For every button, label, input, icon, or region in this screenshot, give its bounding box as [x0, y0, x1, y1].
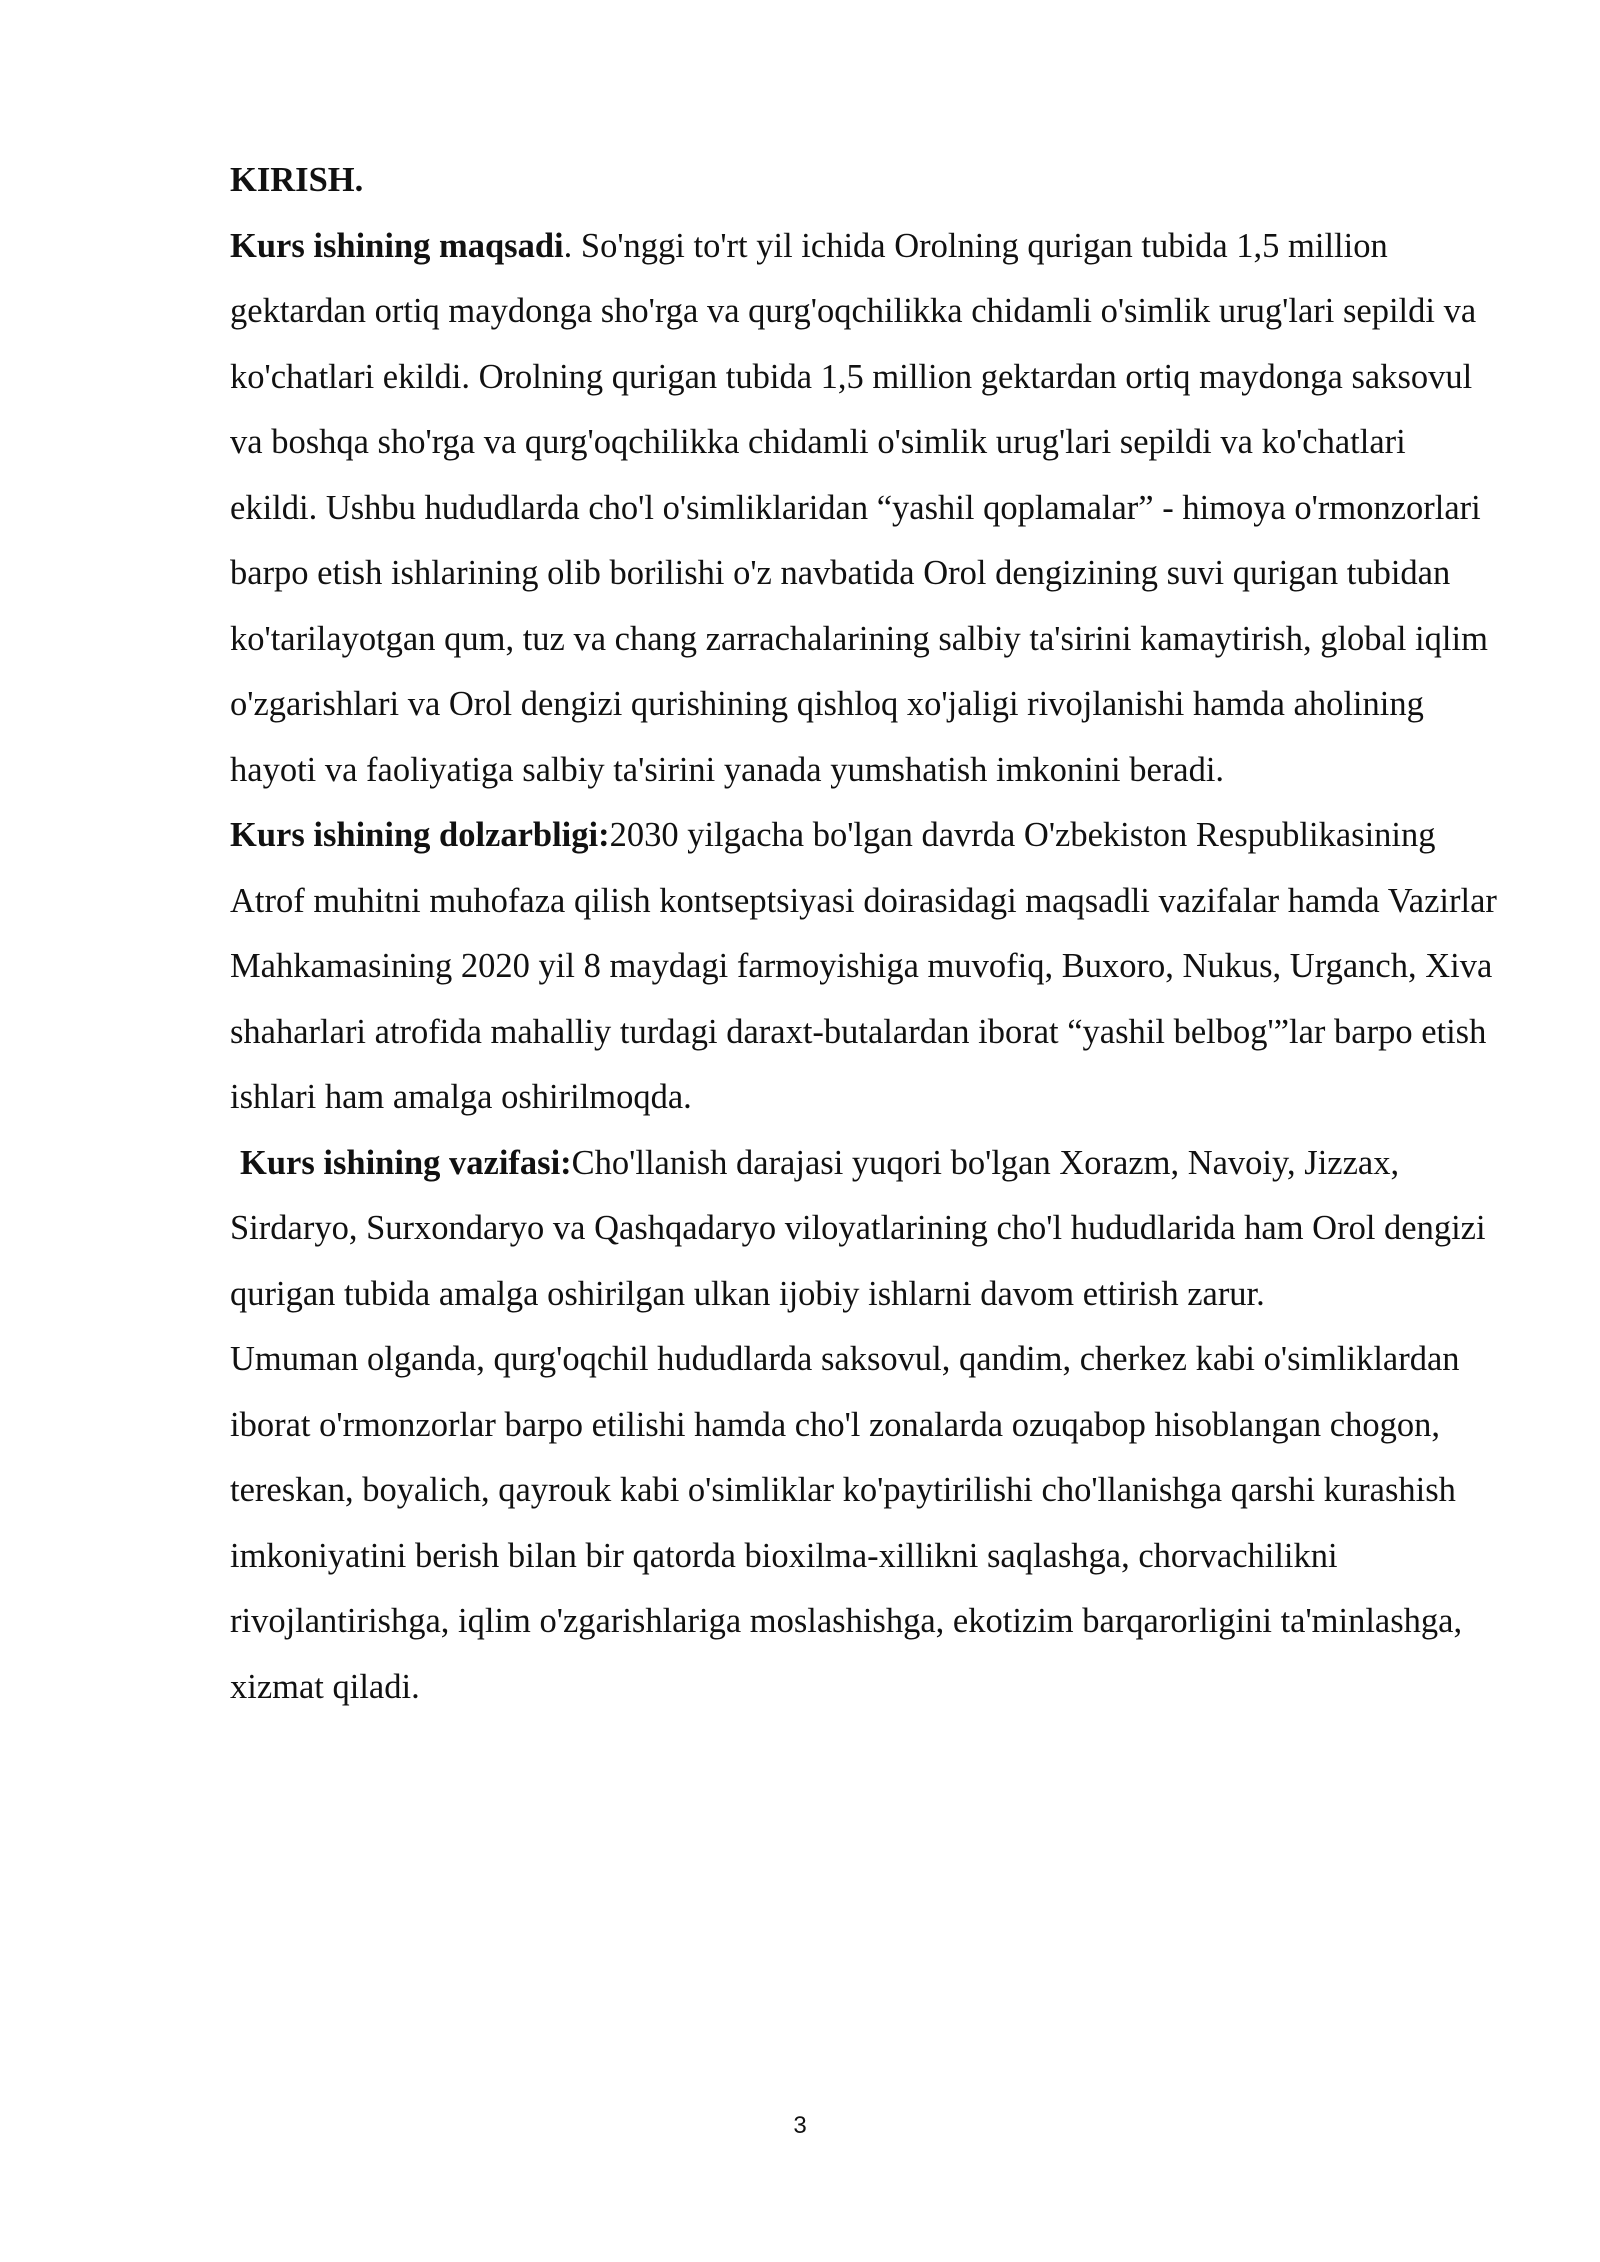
paragraph-tasks — [230, 1131, 1500, 1328]
paragraph-lead-tasks: Kurs ishining vazifasi: — [240, 1143, 572, 1182]
paragraph-text-tasks: Cho'llanish darajasi yuqori bo'lgan Xorazm, Navoiy, Jizzax, Sirdaryo, Surxondaryo va Qashqadaryo viloyatlarining cho'l hududlarida ham Orol dengizi qurigan tubida amalga oshirilgan ulkan ijobiy ishlarni davom ettirish zarur. — [230, 1143, 1486, 1313]
paragraph-purpose — [230, 214, 1500, 804]
paragraph-lead-purpose: Kurs ishining maqsadi — [230, 226, 564, 265]
page-number: 3 — [793, 2112, 807, 2139]
paragraph-text-purpose: . So'nggi to'rt yil ichida Orolning qurigan tubida 1,5 million gektardan ortiq maydonga sho'rga va qurg'oqchilikka chidamli o'simlik urug'lari sepildi va ko'chatlari ekildi. Orolning qurigan tubida 1,5 million gektardan ortiq maydonga saksovul va boshqa sho'rga va qurg'oqchilikka chidamli o'simlik urug'lari sepildi va ko'chatlari ekildi. Ushbu hududlarda cho'l o'simliklaridan “yashil qoplamalar” - himoya o'rmonzorlari barpo etish ishlarining olib borilishi o'z navbatida Orol dengizining suvi qurigan tubidan ko'tarilayotgan qum, tuz va chang zarrachalarining salbiy ta'sirini kamaytirish, global iqlim o'zgarishlari va Orol dengizi qurishining qishloq xo'jaligi rivojlanishi hamda aholining hayoti va faoliyatiga salbiy ta'sirini yanada yumshatish imkonini beradi. — [230, 226, 1488, 789]
paragraph-summary — [230, 1327, 1500, 1720]
page-body — [230, 148, 1500, 1720]
paragraph-text-summary: Umuman olganda, qurg'oqchil hududlarda saksovul, qandim, cherkez kabi o'simliklardan iborat o'rmonzorlar barpo etilishi hamda cho'l zonalarda ozuqabop hisoblangan chogon, tereskan, boyalich, qayrouk kabi o'simliklar ko'paytirilishi cho'llanishga qarshi kurashish imkoniyatini berish bilan bir qatorda bioxilma-xillikni saqlashga, chorvachilikni rivojlantirishga, iqlim o'zgarishlariga moslashishga, ekotizim barqarorligini ta'minlashga, xizmat qiladi. — [230, 1340, 1463, 1706]
paragraph-lead-relevance: Kurs ishining dolzarbligi: — [230, 816, 610, 854]
paragraph-text-relevance: 2030 yilgacha bo'lgan davrda O'zbekiston Respublikasining Atrof muhitni muhofaza qilish kontseptsiyasi doirasidagi maqsadli vazifalar hamda Vazirlar Mahkamasining 2020 yil 8 maydagi farmoyishiga muvofiq, Buxoro, Nukus, Urganch, Xiva shaharlari atrofida mahalliy turdagi daraxt-butalardan iborat “yashil belbog'”lar barpo etish ishlari ham amalga oshirilmoqda. — [230, 816, 1497, 1116]
section-heading: KIRISH. — [230, 161, 364, 199]
paragraph-relevance — [230, 803, 1500, 1131]
